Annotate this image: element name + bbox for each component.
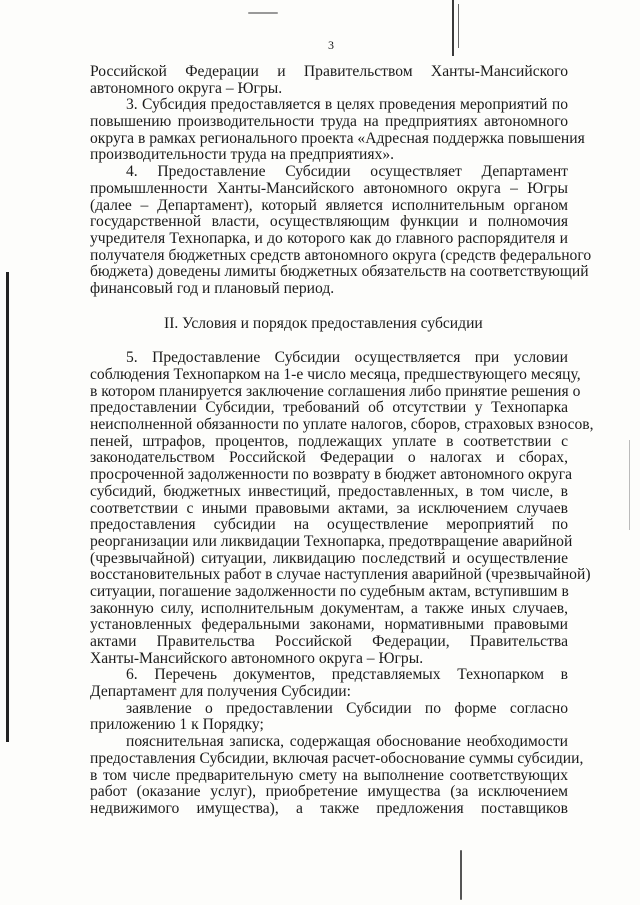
- text-line: неисполненной обязанности по уплате налогов, сборов, страховых взносов,: [90, 416, 594, 434]
- text-line: учредителя Технопарка, и до которого как до главного распорядителя и: [90, 229, 568, 247]
- text-line: недвижимого имущества), а также предложения поставщиков: [90, 799, 568, 817]
- scan-artifact-top-line-2: [458, 4, 459, 48]
- text-line: получателя бюджетных средств автономного округа (средств федерального: [90, 246, 592, 264]
- text-line: просроченной задолженности по возврату в бюджет автономного округа: [90, 466, 573, 484]
- scan-speck: [248, 12, 278, 14]
- text-line: Российской Федерации и Правительством Ханты-Мансийского: [90, 63, 568, 80]
- text-line: автономного округа – Югры.: [90, 79, 283, 97]
- text-line: округа в рамках регионального проекта «Адресная поддержка повышения: [90, 129, 585, 147]
- text-line: восстановительных работ в случае наступления аварийной (чрезвычайной): [90, 566, 591, 584]
- document-body: [90, 63, 594, 818]
- text-line: 5. Предоставление Субсидии осуществляется при условии: [126, 349, 568, 367]
- text-line: 3. Субсидия предоставляется в целях проведения мероприятий по: [126, 96, 568, 114]
- text-line: 6. Перечень документов, представляемых Технопарком в: [126, 666, 568, 684]
- scan-speck: [460, 850, 462, 900]
- text-line: в котором планируется заключение соглашения либо принятие решения о: [90, 382, 581, 400]
- text-line: 4. Предоставление Субсидии осуществляет Департамент: [126, 163, 568, 181]
- text-line: (чрезвычайной) ситуации, ликвидацию последствий и осуществление: [90, 549, 568, 567]
- text-line: предоставлении Субсидии, требований об отсутствии у Технопарка: [90, 399, 568, 417]
- text-line: пеней, штрафов, процентов, подлежащих уплате в соответствии с: [90, 432, 568, 450]
- text-line: промышленности Ханты-Мансийского автономного округа – Югры: [90, 179, 568, 197]
- text-line: Департамент для получения Субсидии:: [90, 683, 351, 701]
- text-line: Ханты-Мансийского автономного округа – Югры.: [90, 649, 424, 667]
- blank-line: [90, 332, 568, 350]
- text-line: законодательством Российской Федерации о налогах и сборах,: [90, 449, 568, 467]
- text-line: повышению производительности труда на предприятиях автономного: [90, 113, 568, 131]
- text-line: заявление о предоставлении Субсидии по форме согласно: [126, 699, 568, 717]
- text-line: приложению 1 к Порядку;: [90, 716, 264, 734]
- text-line: реорганизации или ликвидации Технопарка, предотвращение аварийной: [90, 532, 573, 550]
- text-line: (далее – Департамент), который является исполнительным органом: [90, 196, 568, 214]
- scan-artifact-margin-bar: [6, 272, 9, 742]
- text-line: актами Правительства Российской Федерации, Правительства: [90, 633, 568, 650]
- text-line: соответствии с иными правовыми актами, за исключением случаев: [90, 499, 568, 517]
- page-number: 3: [328, 38, 334, 52]
- text-line: ситуации, погашение задолженности по судебным актам, вступившим в: [90, 582, 569, 600]
- scan-artifact-top-line: [452, 0, 454, 56]
- text-line: предоставления Субсидии, включая расчет-обоснование суммы субсидии,: [90, 749, 584, 767]
- text-line: производительности труда на предприятиях».: [90, 146, 395, 164]
- text-line: работ (оказание услуг), приобретение имущества (за исключением: [90, 783, 568, 801]
- section-heading: II. Условия и порядок предоставления субсидии: [164, 314, 483, 332]
- text-line: законную силу, исполнительным документам, а также иных случаев,: [90, 599, 568, 617]
- scan-artifact-right-line: [629, 440, 630, 530]
- text-line: соблюдения Технопарком на 1-е число месяца, предшествующего месяцу,: [90, 366, 581, 383]
- text-line: пояснительная записка, содержащая обоснование необходимости: [126, 733, 568, 751]
- text-line: государственной власти, осуществляющим функции и полномочия: [90, 213, 568, 231]
- text-line: субсидий, бюджетных инвестиций, предоставленных, в том числе, в: [90, 482, 568, 500]
- text-line: установленных федеральными законами, нормативными правовыми: [90, 616, 568, 634]
- text-line: предоставления субсидии на осуществление мероприятий по: [90, 516, 568, 534]
- blank-line: [90, 298, 568, 316]
- text-line: в том числе предварительную смету на выполнение соответствующих: [90, 766, 568, 784]
- text-line: финансовый год и плановый период.: [90, 279, 335, 297]
- text-line: бюджета) доведены лимиты бюджетных обязательств на соответствующий: [90, 263, 589, 281]
